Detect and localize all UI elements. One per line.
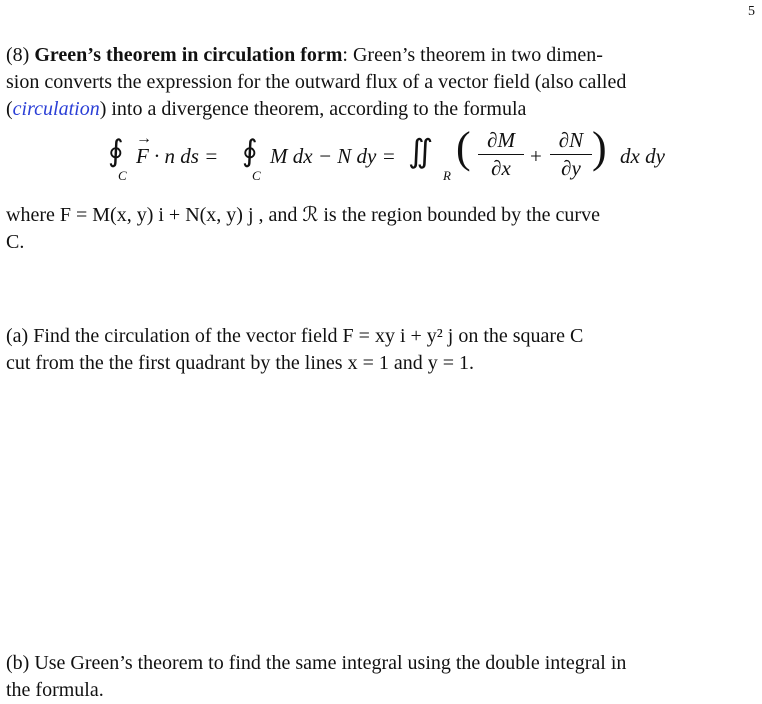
dM: ∂M [487, 128, 515, 152]
problem-number: (8) [6, 44, 30, 66]
fraction-dN-dy [550, 128, 592, 181]
double-integral-sign: ∬ [408, 133, 434, 169]
intro-line1: : Green’s theorem in two dimen- [342, 44, 603, 66]
dy: ∂y [561, 156, 581, 180]
intro-line3: ) into a divergence theorem, according to the formula [99, 98, 527, 120]
contour-integral-sign-2: ∮ [242, 135, 258, 168]
part-b-line2: the formula. [6, 679, 104, 701]
curve-subscript-2: C [252, 168, 261, 183]
part-a-line2: cut from the the first quadrant by the lines x = 1 and y = 1. [6, 352, 475, 374]
where-paragraph [6, 202, 758, 256]
contour-integral-sign-1: ∮ [108, 135, 124, 168]
vector-F: → F [136, 144, 149, 169]
page-number: 5 [748, 4, 755, 19]
M-dx-N-dy: M dx − N dy = [270, 144, 396, 168]
problem-intro: (8) Green’s theorem in circulation form: Green’s theorem in two dimen- sion converts the expression for the outward flux of a vector field (also called (circulation) into a divergence theorem, according to the formula [6, 42, 758, 123]
fraction-dM-dx [478, 128, 524, 181]
right-paren: ) [592, 123, 607, 172]
intro-line2: sion converts the expression for the outward flux of a vector field (also called [6, 71, 627, 93]
part-b [6, 650, 758, 704]
dot-n-ds: · n ds = [154, 144, 219, 168]
left-paren: ( [456, 123, 471, 172]
curve-subscript-1: C [118, 168, 127, 183]
region-subscript: R [443, 168, 451, 183]
plus-sign: + [530, 144, 542, 168]
dx: ∂x [491, 156, 511, 180]
problem-title: Green’s theorem in circulation form [34, 44, 343, 66]
part-a [6, 323, 758, 377]
dN: ∂N [558, 128, 584, 152]
circulation-term: circulation [12, 98, 100, 120]
part-a-line1: (a) Find the circulation of the vector field F = xy i + y² j on the square C [6, 325, 584, 347]
part-b-line1: (b) Use Green’s theorem to find the same integral using the double integral in [6, 652, 627, 674]
greens-formula [108, 123, 668, 190]
dx-dy: dx dy [620, 144, 665, 168]
where-line2: C. [6, 231, 25, 253]
where-line: where F = M(x, y) i + N(x, y) j , and ℛ is the region bounded by the curve [6, 204, 600, 226]
